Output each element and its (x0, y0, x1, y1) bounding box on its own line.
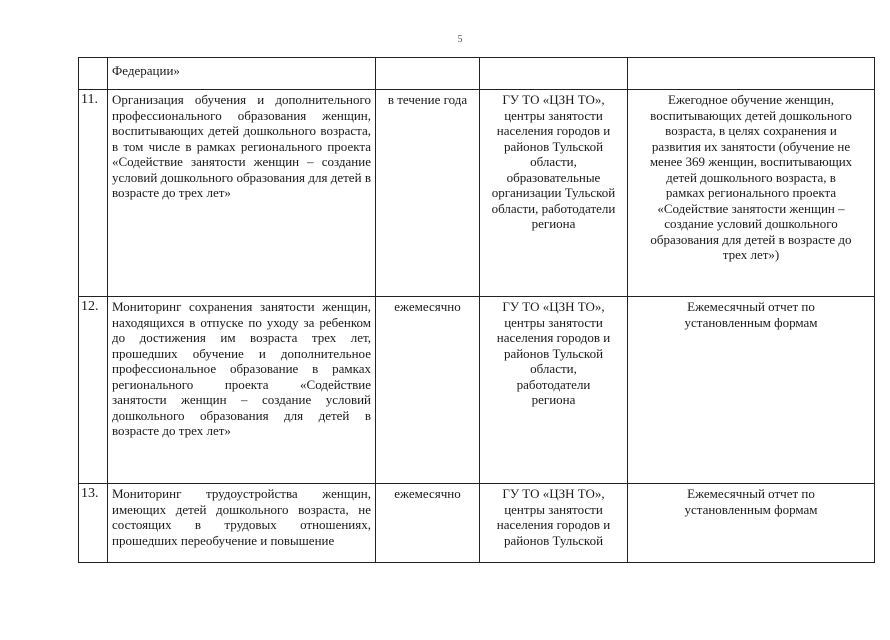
table-row-continuation (79, 58, 875, 90)
page-number: 5 (457, 34, 463, 45)
term-cell: ежемесячно (376, 484, 480, 563)
result-cell: Ежемесячный отчет по установленным формам (628, 297, 875, 484)
row-number-cell: 11. (79, 90, 108, 297)
activity-cell: Организация обучения и дополнительного профессионального образования женщин, воспитывающих детей дошкольного возраста, в том числе в рамках регионального проекта «Содействие занятости женщин – создание условий дошкольного образования для детей в возрасте до трех лет» (108, 90, 376, 297)
activity-cell: Мониторинг сохранения занятости женщин, находящихся в отпуске по уходу за ребенком до достижения им возраста трех лет, прошедших обучение и дополнительное профессиональное образование в рамках регионального проекта «Содействие занятости женщин – создание условий дошкольного образования для детей в возрасте до трех лет» (108, 297, 376, 484)
table-row (79, 297, 875, 484)
term-cell: ежемесячно (376, 297, 480, 484)
result-cell: Ежегодное обучение женщин, воспитывающих детей дошкольного возраста, в целях сохранения и развития их занятости (обучение не менее 369 женщин, воспитывающих детей дошкольного возраста, в рамках регионального проекта «Содействие занятости женщин – создание условий дошкольного образования для детей в возрасте до трех лет») (628, 90, 875, 297)
measures-table (78, 57, 875, 563)
activity-cell: Мониторинг трудоустройства женщин, имеющих детей дошкольного возраста, не состоящих в трудовых отношениях, прошедших переобучение и повышение (108, 484, 376, 563)
activity-cell: Федерации» (108, 58, 376, 90)
term-cell: в течение года (376, 90, 480, 297)
executor-cell: ГУ ТО «ЦЗН ТО», центры занятости населения городов и районов Тульской области, работодатели региона (480, 297, 628, 484)
table-row (79, 90, 875, 297)
row-number-cell: 13. (79, 484, 108, 563)
executor-cell: ГУ ТО «ЦЗН ТО», центры занятости населения городов и районов Тульской области, образовательные организации Тульской области, работодатели региона (480, 90, 628, 297)
executor-cell: ГУ ТО «ЦЗН ТО», центры занятости населения городов и районов Тульской (480, 484, 628, 563)
row-number-cell (79, 58, 108, 90)
result-cell: Ежемесячный отчет по установленным формам (628, 484, 875, 563)
result-cell (628, 58, 875, 90)
table-row (79, 484, 875, 563)
row-number-cell: 12. (79, 297, 108, 484)
executor-cell (480, 58, 628, 90)
term-cell (376, 58, 480, 90)
